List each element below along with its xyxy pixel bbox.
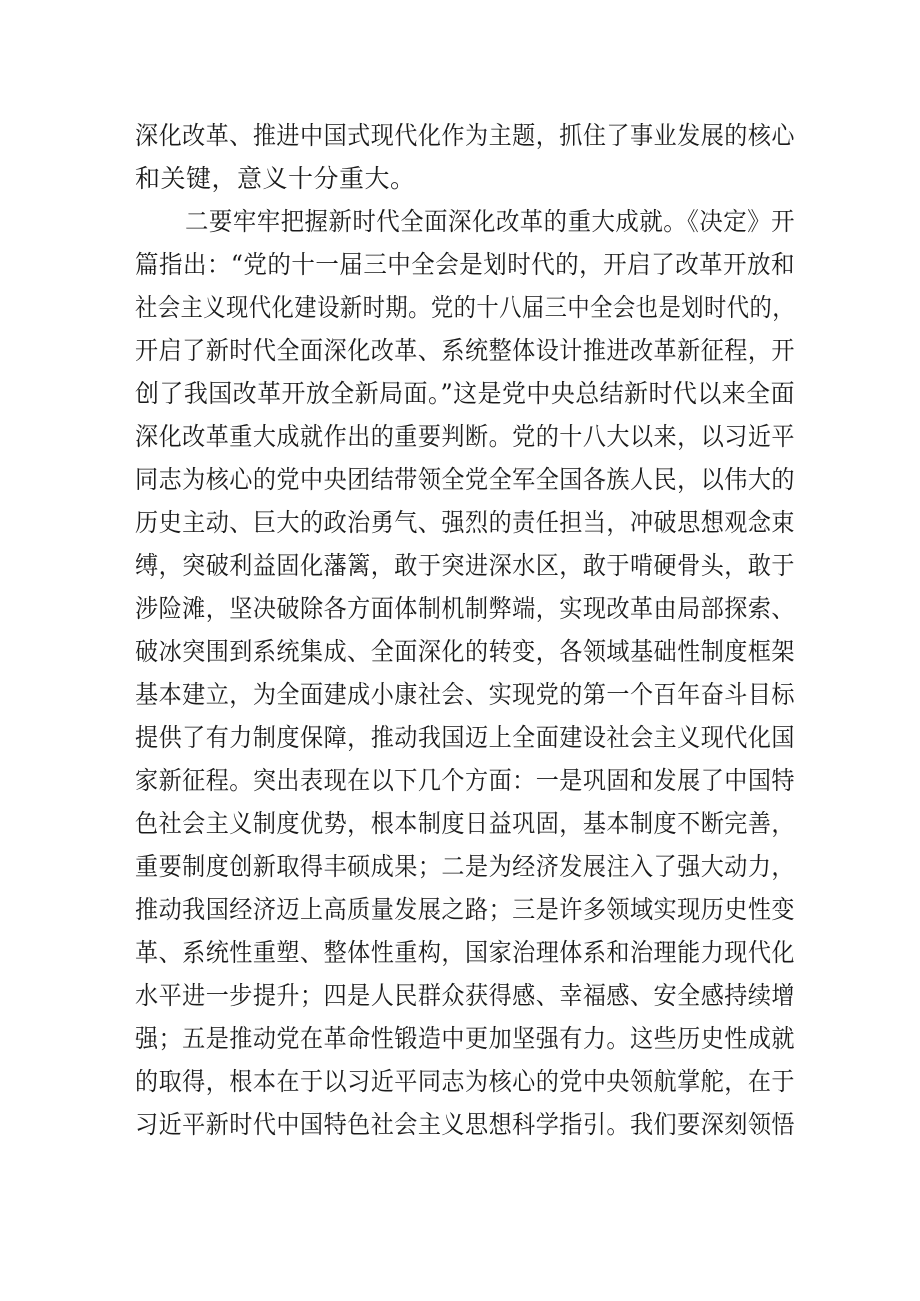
text-line: 提供了有力制度保障，推动我国迈上全面建设社会主义现代化国 — [135, 723, 795, 752]
text-line: 同志为核心的党中央团结带领全党全军全国各族人民，以伟大的 — [135, 465, 795, 494]
text-line: 革、系统性重塑、整体性重构，国家治理体系和治理能力现代化 — [135, 938, 795, 967]
text-line: 强；五是推动党在革命性锻造中更加坚强有力。这些历史性成就 — [135, 1024, 795, 1053]
text-line: 水平进一步提升；四是人民群众获得感、幸福感、安全感持续增 — [135, 981, 795, 1010]
text-line: 开启了新时代全面深化改革、系统整体设计推进改革新征程，开 — [135, 336, 795, 365]
text-line: 深化改革、推进中国式现代化作为主题，抓住了事业发展的核心 — [135, 121, 795, 150]
paragraph-start-line: 二要牢牢把握新时代全面深化改革的重大成就。《决定》开 — [185, 207, 795, 236]
text-line: 习近平新时代中国特色社会主义思想科学指引。我们要深刻领悟 — [135, 1110, 795, 1139]
text-line: 色社会主义制度优势，根本制度日益巩固，基本制度不断完善， — [135, 809, 795, 838]
text-line: 重要制度创新取得丰硕成果；二是为经济发展注入了强大动力， — [135, 852, 795, 881]
text-line: 创了我国改革开放全新局面。”这是党中央总结新时代以来全面 — [135, 379, 795, 408]
text-line: 历史主动、巨大的政治勇气、强烈的责任担当，冲破思想观念束 — [135, 508, 795, 537]
text-line: 缚，突破利益固化藩篱，敢于突进深水区，敢于啃硬骨头，敢于 — [135, 551, 795, 580]
text-line: 的取得，根本在于以习近平同志为核心的党中央领航掌舵，在于 — [135, 1067, 795, 1096]
text-line: 篇指出：“党的十一届三中全会是划时代的，开启了改革开放和 — [135, 250, 795, 279]
text-line: 基本建立，为全面建成小康社会、实现党的第一个百年奋斗目标 — [135, 680, 795, 709]
text-line: 破冰突围到系统集成、全面深化的转变，各领域基础性制度框架 — [135, 637, 795, 666]
text-line: 深化改革重大成就作出的重要判断。党的十八大以来，以习近平 — [135, 422, 795, 451]
text-line: 和关键，意义十分重大。 — [135, 164, 416, 193]
text-line: 涉险滩，坚决破除各方面体制机制弊端，实现改革由局部探索、 — [135, 594, 795, 623]
text-line: 社会主义现代化建设新时期。党的十八届三中全会也是划时代的， — [135, 293, 795, 322]
text-line: 家新征程。突出表现在以下几个方面：一是巩固和发展了中国特 — [135, 766, 795, 795]
text-line: 推动我国经济迈上高质量发展之路；三是许多领域实现历史性变 — [135, 895, 795, 924]
